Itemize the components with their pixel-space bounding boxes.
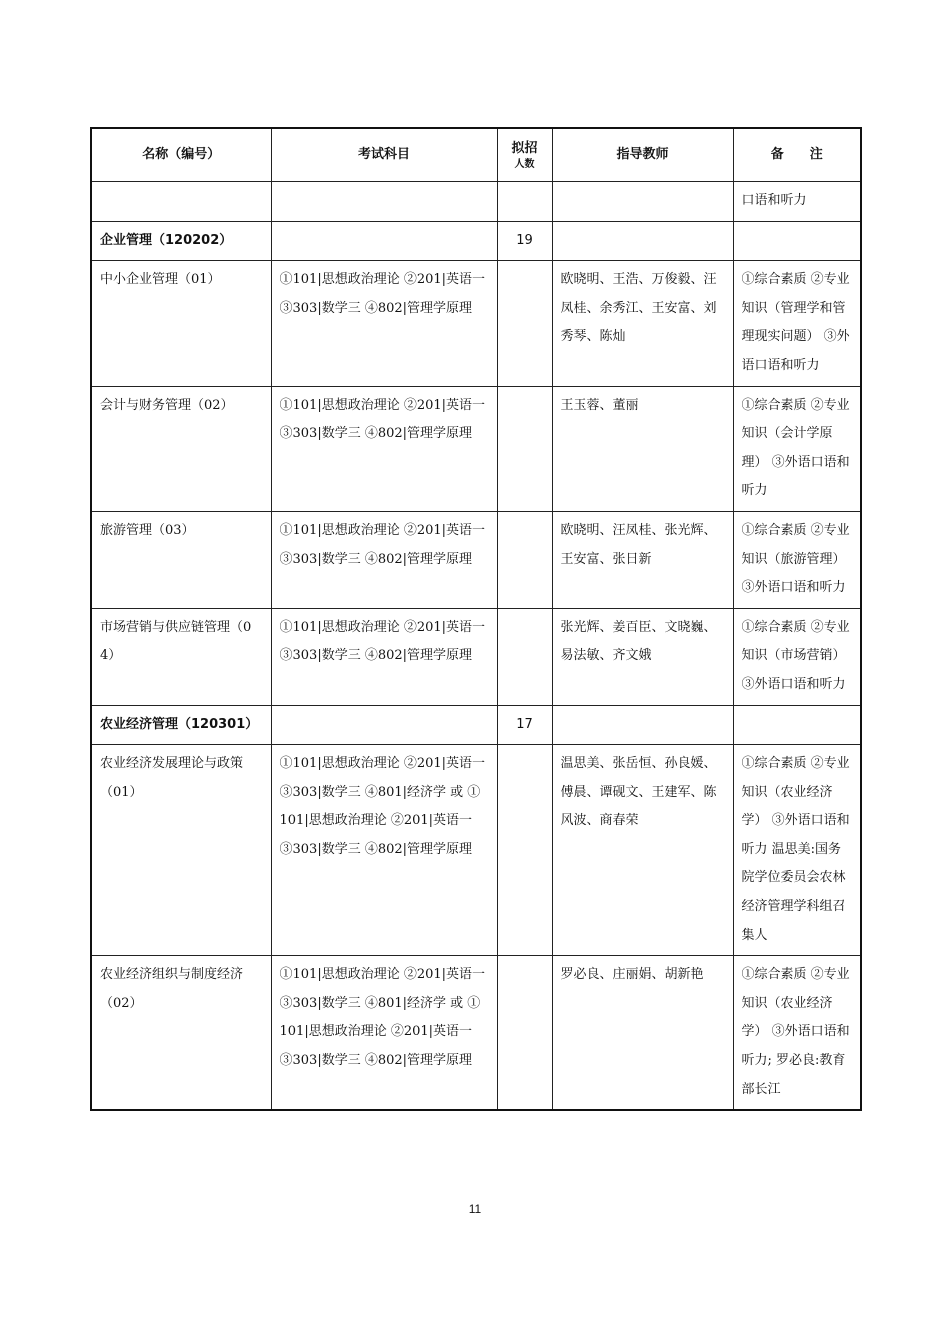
remarks-cell: ①综合素质 ②专业知识（会计学原理） ③外语口语和听力 (733, 386, 861, 511)
remarks-cell: ①综合素质 ②专业知识（市场营销） ③外语口语和听力 (733, 608, 861, 705)
subjects-cell: ①101|思想政治理论 ②201|英语一 ③303|数学三 ④802|管理学原理 (271, 261, 497, 386)
quota-cell (497, 386, 552, 511)
continuation-row (91, 182, 861, 222)
table-cell (552, 221, 733, 261)
table-cell (271, 705, 497, 745)
advisors-cell: 王玉蓉、董丽 (552, 386, 733, 511)
header-remarks: 备 注 (733, 128, 861, 182)
quota-cell: 17 (497, 705, 552, 745)
remarks-cell: 口语和听力 (733, 182, 861, 222)
major-name-cell: 企业管理（120202） (91, 221, 271, 261)
advisors-cell: 温思美、张岳恒、孙良媛、傅晨、谭砚文、王建军、陈风波、商春荣 (552, 745, 733, 956)
remarks-cell: ①综合素质 ②专业知识（农业经济学） ③外语口语和听力 温思美:国务院学位委员会农林经济管理学科组召集人 (733, 745, 861, 956)
table-cell (733, 221, 861, 261)
table-header-row (91, 128, 861, 182)
major-row (91, 705, 861, 745)
table-cell (733, 705, 861, 745)
direction-name-cell: 农业经济组织与制度经济（02） (91, 956, 271, 1110)
direction-row (91, 608, 861, 705)
quota-cell (497, 745, 552, 956)
table-cell (497, 182, 552, 222)
table-cell (552, 705, 733, 745)
subjects-cell: ①101|思想政治理论 ②201|英语一 ③303|数学三 ④801|经济学 或 ①101|思想政治理论 ②201|英语一 ③303|数学三 ④802|管理学原理 (271, 745, 497, 956)
table-cell (91, 182, 271, 222)
direction-name-cell: 会计与财务管理（02） (91, 386, 271, 511)
page-number: 11 (468, 1202, 482, 1216)
major-row (91, 221, 861, 261)
direction-row (91, 956, 861, 1110)
quota-cell (497, 956, 552, 1110)
direction-name-cell: 农业经济发展理论与政策（01） (91, 745, 271, 956)
header-name: 名称（编号） (91, 128, 271, 182)
header-subjects: 考试科目 (271, 128, 497, 182)
quota-cell (497, 608, 552, 705)
subjects-cell: ①101|思想政治理论 ②201|英语一 ③303|数学三 ④802|管理学原理 (271, 608, 497, 705)
advisors-cell: 欧晓明、王浩、万俊毅、汪凤桂、余秀江、王安富、刘秀琴、陈灿 (552, 261, 733, 386)
remarks-cell: ①综合素质 ②专业知识（管理学和管理现实问题） ③外语口语和听力 (733, 261, 861, 386)
admission-table (90, 127, 862, 1111)
direction-row (91, 745, 861, 956)
subjects-cell: ①101|思想政治理论 ②201|英语一 ③303|数学三 ④801|经济学 或 ①101|思想政治理论 ②201|英语一 ③303|数学三 ④802|管理学原理 (271, 956, 497, 1110)
header-quota-line2: 人数 (514, 159, 535, 170)
direction-name-cell: 旅游管理（03） (91, 511, 271, 608)
remarks-cell: ①综合素质 ②专业知识（农业经济学） ③外语口语和听力; 罗必良:教育部长江 (733, 956, 861, 1110)
remarks-cell: ①综合素质 ②专业知识（旅游管理） ③外语口语和听力 (733, 511, 861, 608)
subjects-cell: ①101|思想政治理论 ②201|英语一 ③303|数学三 ④802|管理学原理 (271, 386, 497, 511)
quota-cell: 19 (497, 221, 552, 261)
advisors-cell: 张光辉、姜百臣、文晓巍、易法敏、齐文娥 (552, 608, 733, 705)
major-name-cell: 农业经济管理（120301） (91, 705, 271, 745)
quota-cell (497, 511, 552, 608)
subjects-cell: ①101|思想政治理论 ②201|英语一 ③303|数学三 ④802|管理学原理 (271, 511, 497, 608)
table-cell (271, 221, 497, 261)
quota-cell (497, 261, 552, 386)
header-advisors: 指导教师 (552, 128, 733, 182)
header-quota (497, 128, 552, 182)
direction-row (91, 386, 861, 511)
header-quota-line1: 拟招 (511, 141, 538, 156)
direction-name-cell: 中小企业管理（01） (91, 261, 271, 386)
direction-row (91, 511, 861, 608)
direction-row (91, 261, 861, 386)
direction-name-cell: 市场营销与供应链管理（04） (91, 608, 271, 705)
table-cell (552, 182, 733, 222)
table-cell (271, 182, 497, 222)
advisors-cell: 罗必良、庄丽娟、胡新艳 (552, 956, 733, 1110)
advisors-cell: 欧晓明、汪凤桂、张光辉、王安富、张日新 (552, 511, 733, 608)
